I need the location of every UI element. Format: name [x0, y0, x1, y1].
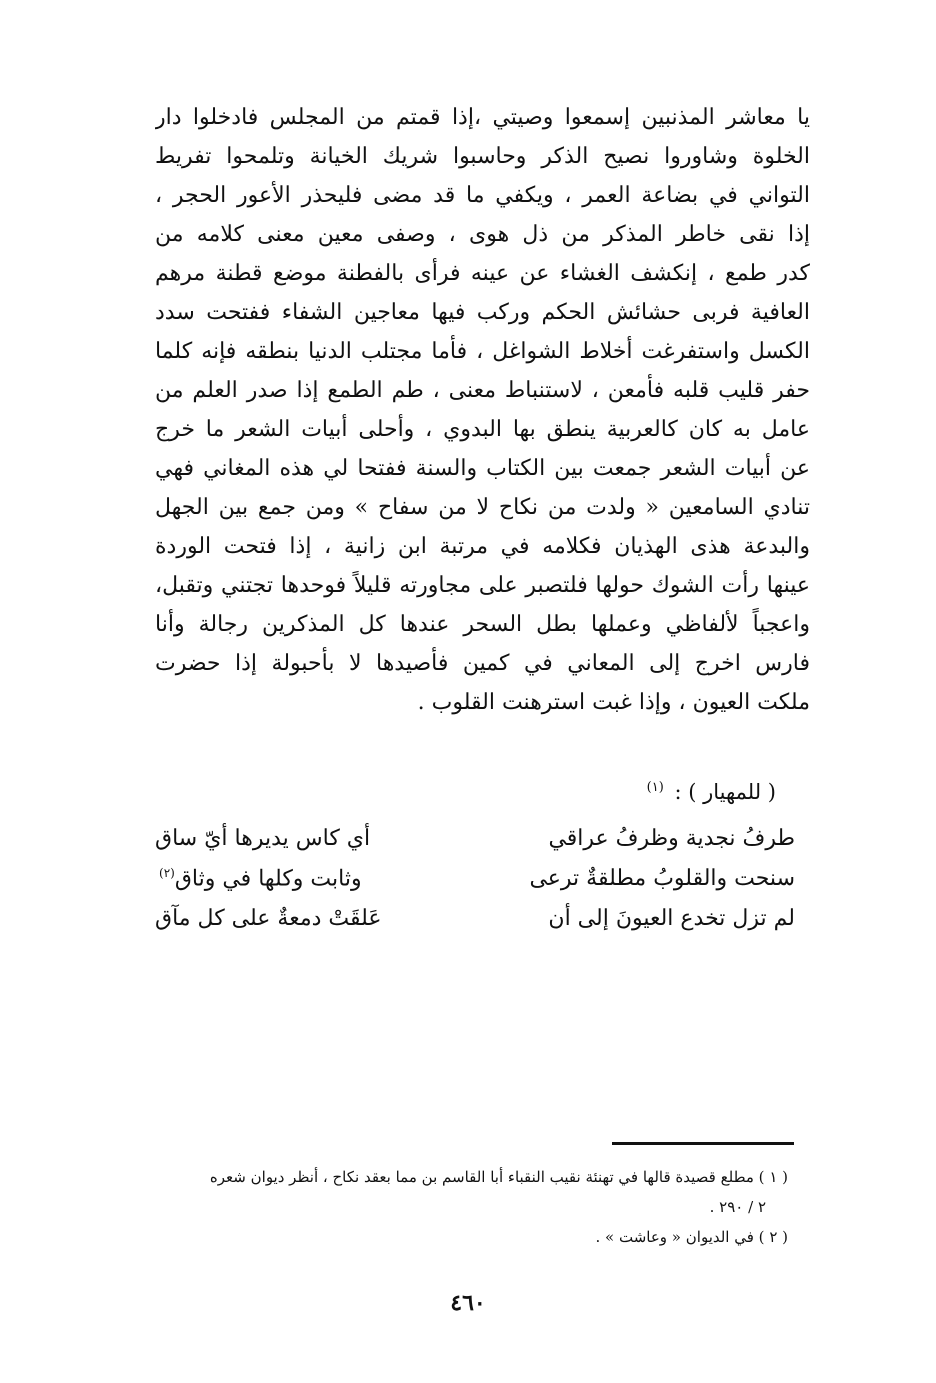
verse-first-hemistich: سنحت والقلوبُ مطلقةٌ ترعى	[529, 866, 795, 891]
footnote-2: ( ٢ ) في الديوان « وعاشت » .	[595, 1228, 788, 1246]
poem-verse	[155, 866, 795, 906]
text-line: تنادي السامعين « ولدت من نكاح لا من سفاح » ومن جمع بين الجهل	[155, 495, 810, 520]
text-line: عن أبيات الشعر جمعت بين الكتاب والسنة ففتحا لي هذه المغاني فهي	[155, 456, 810, 481]
footnotes	[148, 1162, 788, 1252]
text-line: يا معاشر المذنبين إسمعوا وصيتي ،إذا قمتم من المجلس فادخلوا دار	[155, 105, 810, 130]
text-line: عينها رأت الشوك حولها فلتصبر على مجاورته قليلاً فوحدها تجتني وتقبل،	[155, 573, 810, 598]
hemistich-text: وثابت وكلها في وثاق	[174, 866, 362, 892]
footnote-ref: (٢)	[159, 866, 175, 880]
text-line: التواني في بضاعة العمر ، ويكفي ما قد مضى فليحذر الأعور الحجر ،	[155, 183, 810, 208]
text-line: فارس اخرج إلى المعاني في كمين فأصيدها لا بأحبولة إذا حضرت	[155, 651, 810, 676]
page-number: ٤٦٠	[450, 1290, 486, 1316]
footnote-1-continuation: ٢ / ٢٩٠ .	[709, 1198, 766, 1216]
hemistich-text: عَلقَتْ دمعةٌ على كل مآق	[155, 906, 382, 931]
text-line: حفر قليب قلبه فأمعن ، لاستنباط معنى ، طم الطمع إذا صدر العلم من	[155, 378, 810, 403]
text-line: الكسل واستفرغت أخلاط الشواغل ، فأما مجتلب الدنيا بنطقه فإنه كلما	[155, 339, 810, 364]
poem	[155, 826, 795, 946]
poem-attribution	[647, 780, 776, 804]
text-line: عامل به كان كالعربية ينطق بها البدوي ، وأحلى أبيات الشعر ما خرج	[155, 417, 810, 442]
footnote-divider	[612, 1142, 794, 1145]
verse-second-hemistich	[155, 826, 370, 866]
text-line: والبدعة هذى الهذيان فكلامه في مرتبة ابن زانية ، إذا فتحت الوردة	[155, 534, 810, 559]
verse-first-hemistich: طرفُ نجدية وظرفُ عراقي	[548, 826, 795, 851]
text-line: ملكت العيون ، وإذا غبت استرهنت القلوب .	[417, 690, 810, 715]
footnote-1: ( ١ ) مطلع قصيدة قالها في تهنئة نقيب النقباء أبا القاسم بن مما بعقد نكاح ، أنظر ديوان شعره	[209, 1168, 788, 1186]
text-line: الخلوة وشاوروا نصيح الذكر وحاسبوا شريك الخيانة وتلمحوا تفريط	[155, 144, 810, 169]
poem-verse	[155, 826, 795, 866]
verse-second-hemistich	[155, 906, 382, 946]
text-line: كدر طمع ، إنكشف الغشاء عن عينه فرأى بالفطنة موضع قطنة مرهم	[155, 261, 810, 286]
footnote-ref: (١)	[646, 780, 664, 795]
attribution-text: ( للمهيار ) :	[674, 780, 776, 804]
main-paragraph	[155, 98, 810, 722]
verse-first-hemistich: لم تزل تخدع العيونَ إلى أن	[548, 906, 795, 931]
text-line: واعجباً لألفاظي وعملها بطل السحر عندها كل المذكرين رجالة وأنا	[155, 612, 810, 637]
verse-second-hemistich	[155, 866, 362, 906]
text-line: إذا نقى خاطر المذكر من ذل هوى ، وصفى معين معنى كلامه من	[155, 222, 810, 247]
hemistich-text: أي كاس يديرها أيّ ساق	[155, 826, 371, 851]
poem-verse	[155, 906, 795, 946]
text-line: العافية فربى حشائش الحكم وركب فيها معاجين الشفاء ففتحت سدد	[155, 300, 810, 325]
